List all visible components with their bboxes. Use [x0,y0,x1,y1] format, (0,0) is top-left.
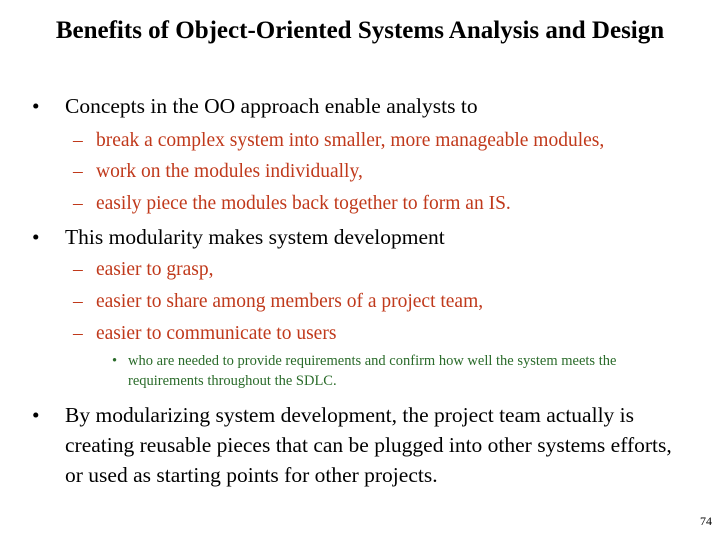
sub-bullet-text: easier to communicate to users [96,323,337,344]
dash-marker: – [73,291,83,312]
bullet-marker: • [32,403,40,427]
dash-marker: – [73,161,83,182]
bullet-marker: • [32,94,40,118]
sub-bullet-text: work on the modules individually, [96,161,363,182]
sub-bullet-text: easier to share among members of a project team, [96,291,484,312]
bullet-item [32,222,692,252]
bullet-text: By modularizing system development, the project team actually is creating reusable pieces that can be plugged into other systems efforts, or used as starting points for other projects. [65,403,672,487]
page-number: 74 [700,514,712,528]
sub-bullet-text: break a complex system into smaller, more manageable modules, [96,130,605,151]
sub-bullet-item [73,290,693,314]
sub-bullet-item [73,160,693,184]
sub-bullet-text: easily piece the modules back together to form an IS. [96,193,511,214]
dash-marker: – [73,130,83,151]
sub-bullet-item [73,322,693,346]
bullet-marker: • [32,225,40,249]
slide-title: Benefits of Object-Oriented Systems Analysis and Design [55,17,665,44]
dash-marker: – [73,193,83,214]
bullet-text: Concepts in the OO approach enable analysts to [65,94,478,118]
bullet-item [32,91,692,121]
sub-sub-bullet-item [112,351,672,391]
bullet-text: This modularity makes system development [65,225,445,249]
sub-sub-bullet-text: who are needed to provide requirements and confirm how well the system meets the requirements throughout the SDLC. [128,353,617,389]
sub-bullet-item [73,258,693,282]
bullet-item [32,400,692,490]
dot-marker: • [112,353,118,369]
dash-marker: – [73,323,83,344]
sub-bullet-item [73,192,693,216]
sub-bullet-item [73,129,693,153]
dash-marker: – [73,259,83,280]
sub-bullet-text: easier to grasp, [96,259,214,280]
